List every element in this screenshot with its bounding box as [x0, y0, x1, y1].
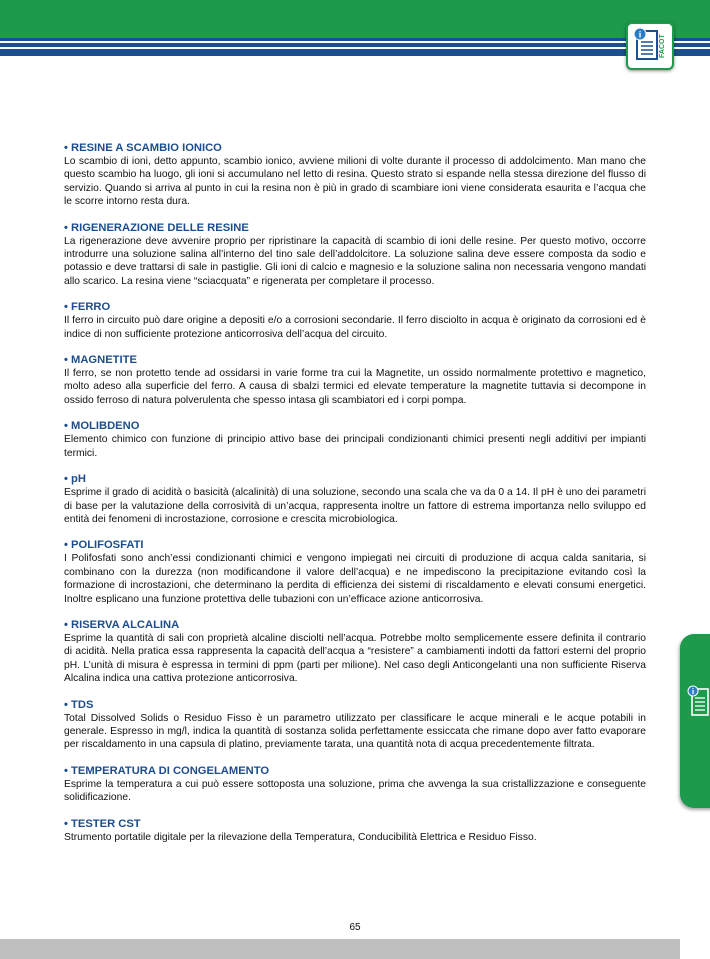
entry-title: • TESTER CST — [64, 817, 141, 830]
entry-text: Il ferro, se non protetto tende ad ossidarsi in varie forme tra cui la Magnetite, un ossido normalmente protettivo e magnetico, molto adeso alla superficie del ferro. A causa di sbalzi termici ed elevate temperature la magnetite tuttavia si decompone in ossido ferroso di natura polverulenta che spesso intasa gli scambiatori ed i corpi pompa. — [64, 368, 646, 406]
side-section-tab[interactable] — [680, 634, 710, 808]
svg-text:i: i — [691, 687, 695, 696]
entry-title: • POLIFOSFATI — [64, 539, 144, 552]
entry-text: Lo scambio di ioni, detto appunto, scambio ionico, avviene milioni di volte durante il processo di addolcimento. Man mano che questo scambio ha luogo, gli ioni si accumulano nel letto di resina. Questo strato si espande nella stessa direzione del flusso di servizio. Quando si arriva al punto in cui la resina non è più in grado di scambiare ioni viene considerata esaurita e l’acqua che le scorre intorno resta dura. — [64, 156, 646, 208]
entry-text: La rigenerazione deve avvenire proprio per ripristinare la capacità di scambio di ioni delle resine. Per questo motivo, occorre introdurre una soluzione salina all’interno del tino sale dell’addolcitore. La soluzione salina deve essere composta da sodio e potassio e deve trattarsi di sale in pastiglie. Gli ioni di calcio e magnesio e la soluzione salina non necessaria vengono mandati allo scarico. La resina viene “sciacquata” e rigenerata per completare il processo. — [64, 235, 646, 287]
svg-text:i: i — [638, 29, 642, 40]
header-green-band — [0, 0, 710, 38]
glossary-entry — [64, 618, 646, 686]
document-info-icon — [628, 24, 672, 68]
entry-title: • MOLIBDENO — [64, 420, 140, 433]
entry-text: Esprime il grado di acidità o basicità (alcalinità) di una soluzione, secondo una scala che va da 0 a 14. Il pH è uno dei parametri di base per la valutazione della corrosività di un’acqua, rappresenta inoltre un fattore di estrema importanza nello sviluppo ed entità dei fenomeni di incrostazione, corrosione e crescita microbiologica. — [64, 487, 646, 525]
entry-text: Il ferro in circuito può dare origine a depositi e/o a corrosioni secondarie. Il ferro disciolto in acqua è originato da corrosioni ed è indice di non sufficiente protezione anticorrosiva dell’acqua del circuito. — [64, 315, 646, 340]
entry-title: • RIGENERAZIONE DELLE RESINE — [64, 221, 249, 234]
glossary-entry — [64, 538, 646, 606]
glossary-entry — [64, 698, 646, 752]
glossary-entry — [64, 141, 646, 209]
document-info-icon — [685, 684, 710, 718]
glossary-entry — [64, 221, 646, 289]
entry-text: Esprime la temperatura a cui può essere sottoposta una soluzione, prima che avvenga la sua cristallizzazione e conseguente solidificazione. — [64, 778, 646, 804]
glossary-entry — [64, 764, 646, 805]
header-blue-stripes — [0, 38, 710, 56]
entry-text: Elemento chimico con funzione di principio attivo base dei principali condizionanti chimici presenti negli additivi per impianti termici. — [64, 434, 646, 459]
footer-bar — [0, 939, 680, 959]
glossary-entry — [64, 419, 646, 460]
logo-label: FACOT — [659, 34, 666, 58]
glossary-content — [64, 141, 646, 856]
entry-text: I Polifosfati sono anch’essi condizionanti chimici e vengono impiegati nei circuiti di produzione di acqua calda sanitaria, si combinano con la durezza (non modificandone il valore dell’acqua) e ne impediscono la precipitazione evitando così la formazione di incrostazioni, che determinano la perdita di efficienza dei sistemi di riscaldamento e elevati consumi energetici. Inoltre esplicano una funzione protettiva delle tubazioni con un’efficace azione anticorrosiva. — [64, 553, 646, 605]
entry-text: Total Dissolved Solids o Residuo Fisso è un parametro utilizzato per classificare le acque minerali e le acque potabili in generale. Espresso in mg/l, indica la quantità di sostanza solida perfettamente essiccata che rimane dopo aver fatto evaporare per riscaldamento in una capsula di platino, previamente tarata, una quantità nota di acqua precedentemente filtrata. — [64, 712, 646, 751]
entry-text: Strumento portatile digitale per la rilevazione della Temperatura, Conducibilità Elettrica e Residuo Fisso. — [64, 831, 537, 843]
entry-title: • TEMPERATURA DI CONGELAMENTO — [64, 764, 270, 777]
entry-title: • RISERVA ALCALINA — [64, 618, 180, 631]
entry-title: • TDS — [64, 698, 94, 711]
entry-title: • pH — [64, 473, 86, 486]
glossary-entry — [64, 817, 646, 844]
entry-title: • FERRO — [64, 301, 111, 314]
facot-logo — [626, 22, 674, 70]
page-number: 65 — [349, 922, 361, 933]
entry-title: • RESINE A SCAMBIO IONICO — [64, 142, 222, 154]
glossary-entry — [64, 472, 646, 526]
entry-text: Esprime la quantità di sali con proprietà alcaline disciolti nell’acqua. Potrebbe molto semplicemente essere definita il contrario di acidità. Nella pratica essa rappresenta la capacità dell’acqua a “resistere” a cambiamenti indotti da fattori esterni del proprio pH. L’unità di misura è espressa in termini di ppm (parti per milione). Nel caso degli Anticongelanti una non sufficiente Riserva Alcalina indica una cattiva protezione anticorrosiva. — [64, 632, 646, 685]
glossary-entry — [64, 353, 646, 407]
entry-title: • MAGNETITE — [64, 354, 137, 367]
glossary-entry — [64, 300, 646, 341]
